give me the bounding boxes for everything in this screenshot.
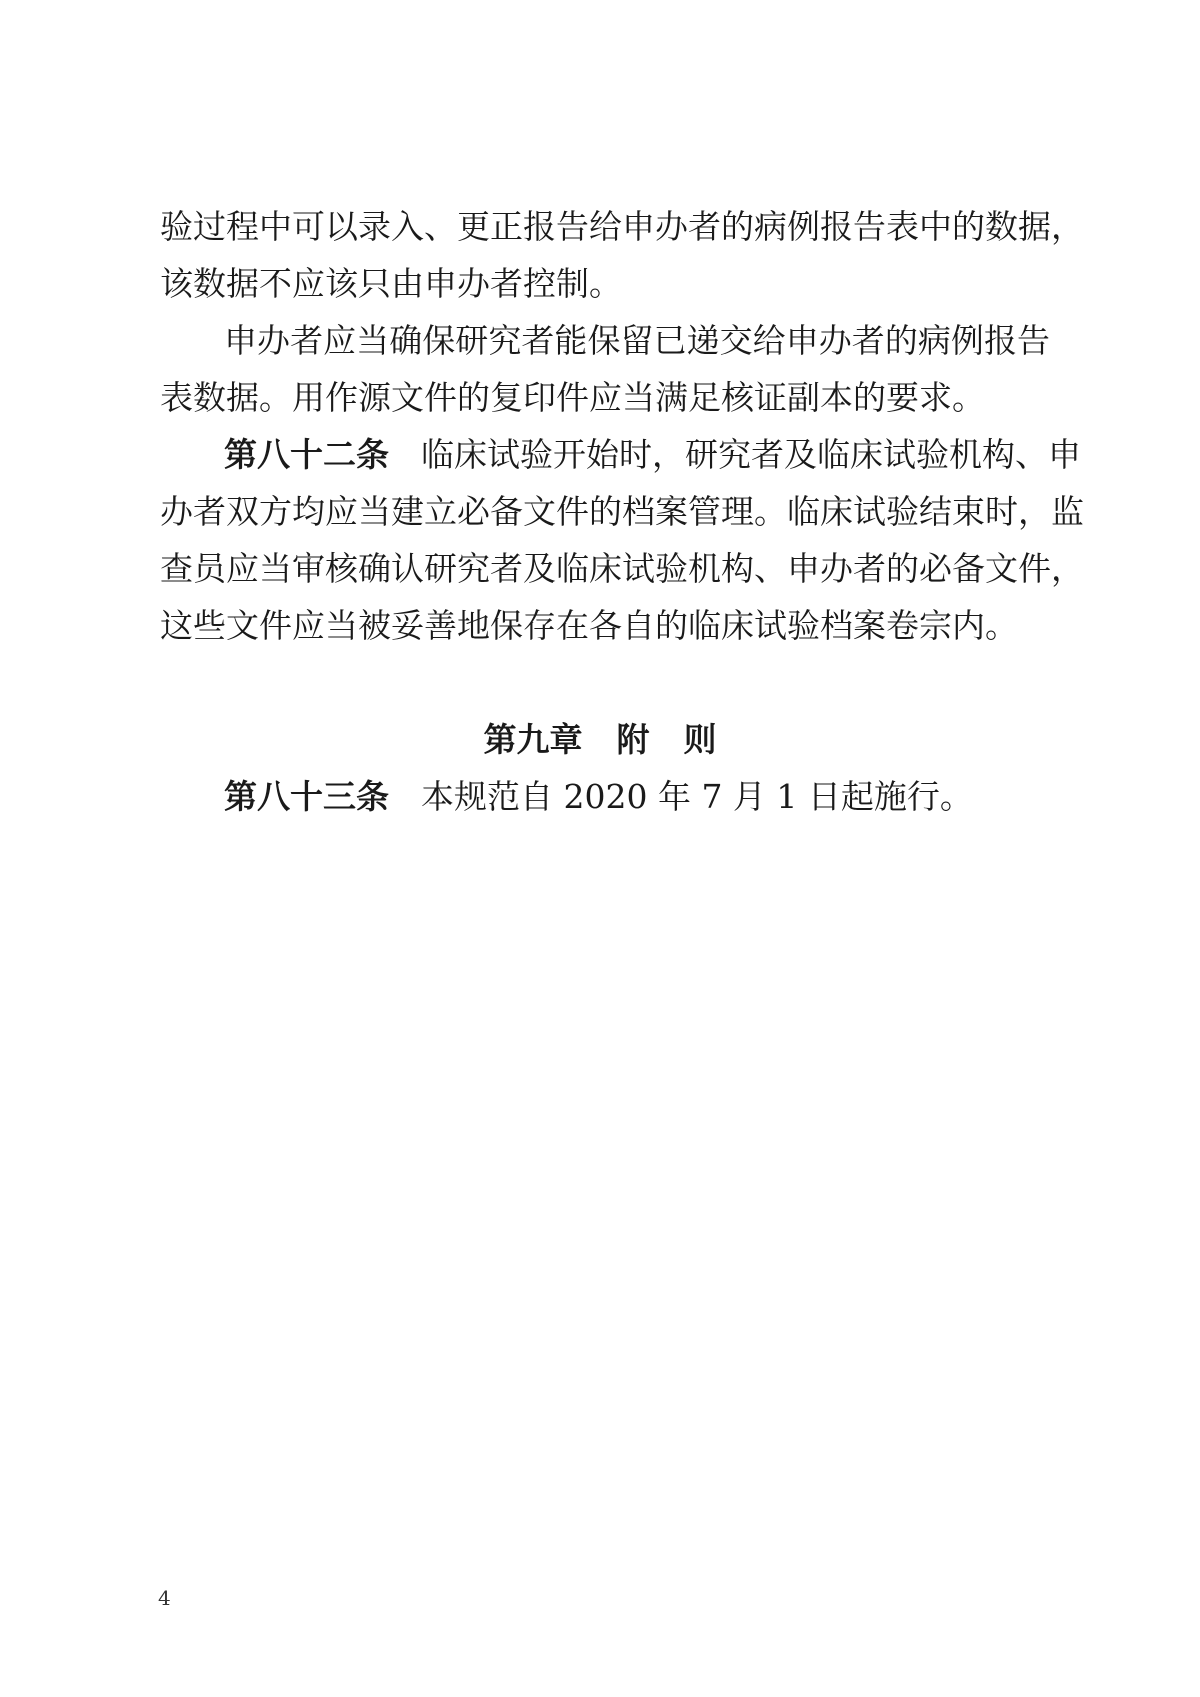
- paragraph-2-line-1: 申办者应当确保研究者能保留已递交给申办者的病例报告: [224, 321, 1050, 360]
- chapter-name-part-1: 附: [616, 720, 650, 759]
- article-83-label: 第八十三条: [224, 777, 389, 816]
- article-82-text-1: 临床试验开始时，研究者及临床试验机构、申: [421, 435, 1081, 474]
- article-82-line-1: [224, 433, 1081, 477]
- paragraph-1-line-1: 验过程中可以录入、更正报告给申办者的病例报告表中的数据，: [160, 207, 1084, 246]
- chapter-heading: [0, 718, 1200, 762]
- page-number: 4: [158, 1586, 171, 1610]
- chapter-name-part-2: 则: [683, 720, 717, 759]
- article-82-label: 第八十二条: [224, 435, 389, 474]
- article-82-line-2: 办者双方均应当建立必备文件的档案管理。临床试验结束时，监: [160, 492, 1084, 531]
- paragraph-1-line-2: 该数据不应该只由申办者控制。: [160, 264, 622, 303]
- article-82-line-3: 查员应当审核确认研究者及临床试验机构、申办者的必备文件，: [160, 549, 1084, 588]
- paragraph-2-line-2: 表数据。用作源文件的复印件应当满足核证副本的要求。: [160, 378, 985, 417]
- chapter-number: 第九章: [483, 720, 583, 759]
- article-82-line-4: 这些文件应当被妥善地保存在各自的临床试验档案卷宗内。: [160, 606, 1018, 645]
- article-83-text: 本规范自 2020 年 7 月 1 日起施行。: [421, 777, 973, 816]
- article-83-line: [224, 775, 973, 819]
